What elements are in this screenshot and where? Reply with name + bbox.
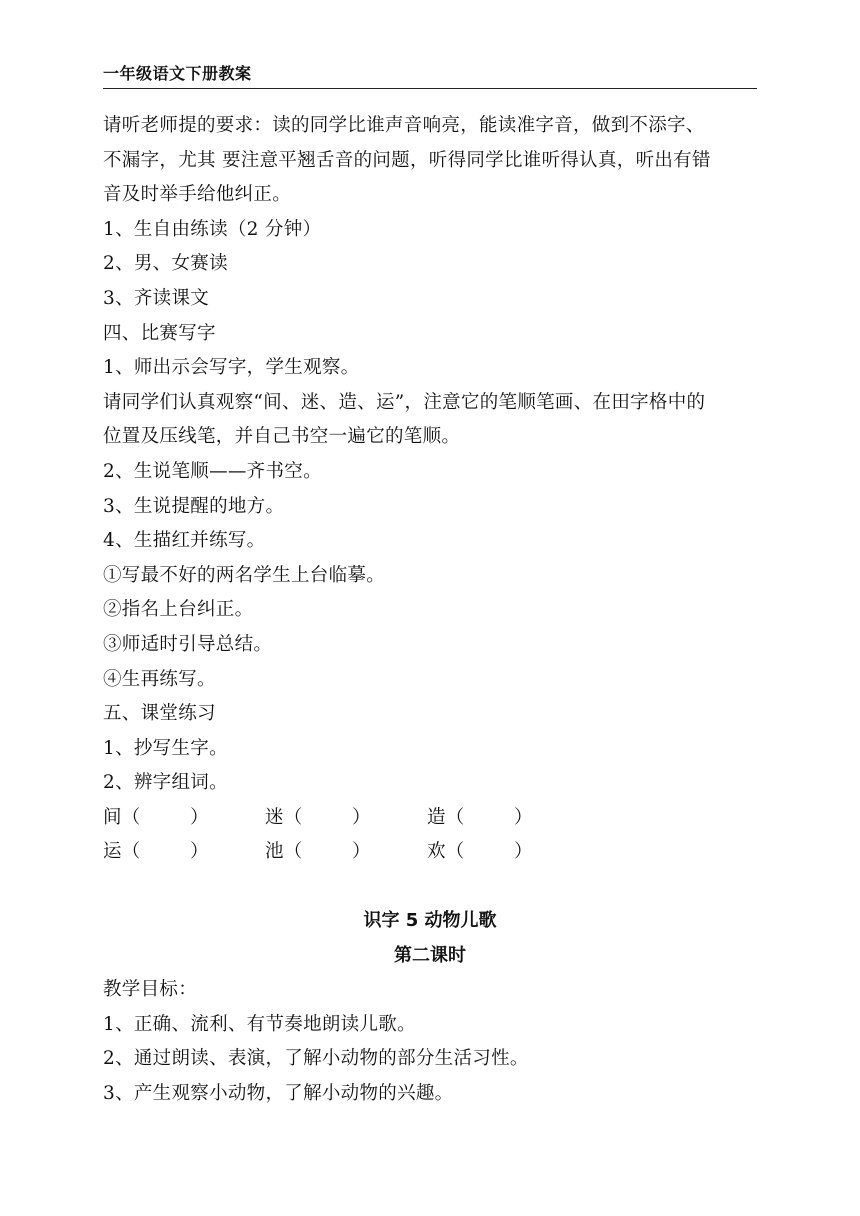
word-blank: 欢（ ） — [427, 841, 533, 863]
word-blank: 造（ ） — [427, 806, 533, 828]
intro-line: 不漏字，尤其 要注意平翘舌音的问题，听得同学比谁听得认真，听出有错 — [103, 149, 711, 171]
section-heading: 五、课堂练习 — [103, 703, 216, 725]
word-blank-row — [103, 835, 763, 870]
reading-step: 3、齐读课文 — [103, 287, 210, 309]
section-spacer — [103, 870, 763, 904]
intro-line: 请听老师提的要求：读的同学比谁声音响亮，能读准字音，做到不添字、 — [103, 115, 705, 136]
goal-item: 1、正确、流利、有节奏地朗读儿歌。 — [103, 1013, 416, 1035]
exercise-step: 1、抄写生字。 — [103, 737, 228, 759]
word-blank: 间（ ） — [103, 806, 209, 828]
word-blank: 运（ ） — [103, 841, 209, 863]
goals-label: 教学目标： — [103, 979, 198, 1001]
word-blank: 迷（ ） — [265, 806, 371, 828]
document-body — [103, 109, 763, 1112]
reading-step: 1、生自由练读（2 分钟） — [103, 218, 322, 240]
lesson-title: 识字 5 动物儿歌 — [363, 910, 497, 932]
writing-substep: ②指名上台纠正。 — [103, 599, 254, 621]
writing-step: 2、生说笔顺——齐书空。 — [103, 460, 322, 482]
writing-substep: ④生再练写。 — [103, 668, 216, 690]
exercise-step: 2、辨字组词。 — [103, 772, 228, 794]
word-blank: 池（ ） — [265, 841, 371, 863]
instruction-line: 请同学们认真观察“间、迷、造、运”，注意它的笔顺笔画、在田字格中的 — [103, 391, 706, 413]
intro-line: 音及时举手给他纠正。 — [103, 184, 292, 206]
word-blank-row — [103, 801, 763, 836]
page-header — [103, 62, 757, 89]
header-title: 一年级语文下册教案 — [103, 64, 252, 83]
writing-step: 4、生描红并练写。 — [103, 530, 266, 552]
writing-substep: ①写最不好的两名学生上台临摹。 — [103, 564, 386, 586]
writing-substep: ③师适时引导总结。 — [103, 633, 273, 655]
writing-step: 3、生说提醒的地方。 — [103, 495, 285, 517]
writing-step: 1、师出示会写字，学生观察。 — [103, 357, 360, 379]
goal-item: 3、产生观察小动物，了解小动物的兴趣。 — [103, 1083, 454, 1105]
reading-step: 2、男、女赛读 — [103, 253, 228, 275]
section-heading: 四、比赛写字 — [103, 322, 216, 344]
instruction-line: 位置及压线笔，并自己书空一遍它的笔顺。 — [103, 426, 461, 448]
lesson-subtitle: 第二课时 — [394, 944, 466, 966]
goal-item: 2、通过朗读、表演，了解小动物的部分生活习性。 — [103, 1048, 529, 1070]
